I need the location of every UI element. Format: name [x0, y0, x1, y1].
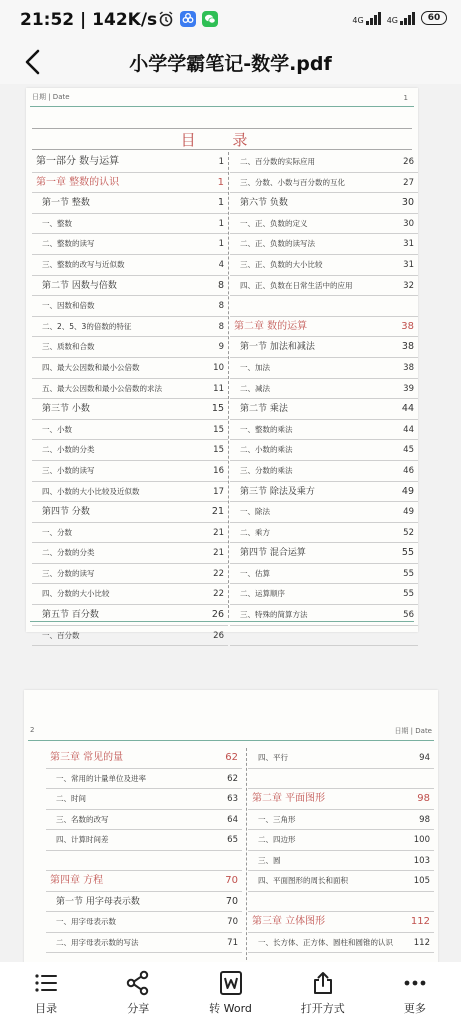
page-number: 1: [403, 94, 408, 102]
toc-entry-item[interactable]: [32, 482, 228, 503]
toc-entry-section[interactable]: [230, 193, 418, 214]
toc-entry-page: 94: [419, 753, 430, 763]
toc-entry-page: 30: [401, 197, 414, 209]
toc-entry-page: 103: [413, 855, 430, 866]
toc-entry-item[interactable]: [46, 810, 242, 831]
toc-entry-title: 四、最大公因数和最小公倍数: [42, 362, 140, 372]
toc-entry-item[interactable]: [248, 933, 434, 954]
toc-entry-item[interactable]: [230, 255, 418, 276]
toc-entry-title: 四、计算时间差: [56, 835, 109, 844]
toc-entry-title: 三、名数的改写: [56, 814, 109, 824]
toc-entry-page: 63: [227, 794, 238, 804]
toc-entry-title: 二、2、5、3的倍数的特征: [42, 321, 132, 331]
toc-entry-title: 二、运算顺序: [240, 589, 285, 599]
toc-entry-item[interactable]: [248, 810, 434, 831]
more-icon: [402, 970, 428, 996]
toc-entry-item[interactable]: [32, 584, 228, 605]
toc-entry-page: 44: [401, 403, 414, 415]
toc-entry-page: 21: [213, 527, 224, 538]
toc-entry-title: 三、特殊的简算方法: [240, 610, 308, 620]
toc-entry-page: 26: [213, 630, 224, 641]
toc-entry-page: 98: [417, 793, 430, 804]
toc-entry-item[interactable]: [46, 769, 242, 790]
toc-entry-item[interactable]: [230, 420, 418, 441]
toc-entry-item[interactable]: [32, 626, 228, 647]
toc-entry-item[interactable]: [32, 440, 228, 461]
toc-entry-page: 11: [213, 383, 224, 394]
toc-entry-page: 70: [227, 917, 238, 927]
toc-entry-page: 1: [217, 197, 224, 209]
toc-entry-title: 三、正、负数的大小比较: [240, 259, 323, 269]
toc-entry-title: 第一节 用字母表示数: [56, 896, 140, 907]
toc-entry-title: 一、百分数: [42, 630, 80, 640]
open-with-button[interactable]: 打开方式: [277, 962, 369, 1024]
toc-entry-title: 第三节 小数: [42, 404, 90, 415]
toc-entry-item[interactable]: [230, 523, 418, 544]
toc-entry-item[interactable]: [46, 830, 242, 851]
toc-entry-page: 8: [217, 279, 224, 291]
toc-entry-title: 四、小数的大小比较及近似数: [42, 486, 140, 496]
toc-entry-page: 15: [213, 445, 224, 456]
toc-entry-title: 第二章 平面图形: [252, 793, 326, 804]
toc-entry-item[interactable]: [230, 605, 418, 626]
toc-entry-page: 100: [413, 835, 430, 845]
toc-entry-section[interactable]: [230, 482, 418, 503]
toc-title: 目 录: [32, 128, 412, 150]
toc-entry-page: 39: [403, 383, 414, 394]
toc-entry-item[interactable]: [230, 564, 418, 585]
list-icon: [33, 970, 59, 996]
pdf-viewer[interactable]: [0, 84, 461, 962]
toc-entry-item[interactable]: [32, 214, 228, 235]
toc-entry-page: 38: [401, 320, 414, 332]
toc-entry-page: 52: [403, 527, 414, 538]
share-icon: [125, 970, 151, 996]
toc-entry-title: 三、圆: [258, 855, 281, 865]
toc-entry-title: 一、三角形: [258, 814, 296, 824]
toc-entry-item[interactable]: [32, 317, 228, 338]
toc-entry-page: 70: [225, 895, 238, 907]
toc-entry-page: 38: [403, 362, 414, 373]
app-notification-icon: [180, 11, 196, 27]
toc-entry-page: 46: [403, 465, 414, 476]
toc-entry-item[interactable]: [230, 358, 418, 379]
toc-entry-item[interactable]: [230, 502, 418, 523]
toc-entry-title: 二、时间: [56, 794, 86, 803]
toc-entry-title: 一、估算: [240, 568, 270, 578]
toc-entry-item[interactable]: [230, 461, 418, 482]
toc-entry-section[interactable]: [32, 605, 228, 626]
toc-entry-title: 一、正、负数的定义: [240, 218, 308, 228]
pdf-page-1[interactable]: [26, 88, 418, 641]
toc-entry-title: 一、整数的乘法: [240, 424, 293, 434]
toc-entry-page: 55: [403, 568, 414, 579]
toc-entry-chapter[interactable]: [248, 789, 434, 810]
toc-entry-title: 三、分数、小数与百分数的互化: [240, 177, 345, 187]
toc-button[interactable]: 目录: [0, 962, 92, 1024]
toc-entry-item[interactable]: [230, 173, 418, 194]
toc-entry-item[interactable]: [46, 789, 242, 810]
toc-entry-chapter[interactable]: [46, 871, 242, 892]
share-button[interactable]: 分享: [92, 962, 184, 1024]
toc-entry-title: 二、分数的分类: [42, 548, 95, 558]
toc-entry-title: 一、用字母表示数: [56, 917, 116, 926]
toc-entry-page: 32: [403, 280, 414, 291]
toc-entry-page: 38: [401, 341, 414, 353]
toc-entry-blank: [248, 769, 434, 790]
signal-2: 4G: [387, 11, 415, 25]
toc-entry-title: 四、正、负数在日常生活中的应用: [240, 280, 353, 290]
toc-entry-item[interactable]: [230, 152, 418, 173]
toc-entry-title: 一、长方体、正方体、圆柱和圆锥的认识: [258, 937, 393, 947]
toc-entry-title: 第一章 整数的认识: [36, 176, 120, 188]
toc-entry-page: 49: [401, 485, 414, 497]
word-icon: [218, 970, 244, 996]
toc-entry-title: 第二节 因数与倍数: [42, 280, 117, 291]
toc-entry-page: 10: [213, 362, 224, 373]
convert-word-button[interactable]: 转 Word: [184, 962, 276, 1024]
toc-entry-item[interactable]: [46, 933, 242, 954]
toc-entry-title: 三、小数的读写: [42, 465, 95, 475]
toc-entry-page: 70: [225, 875, 238, 886]
toc-entry-title: 第四章 方程: [50, 875, 104, 886]
toc-entry-page: 44: [403, 424, 414, 435]
toc-entry-item[interactable]: [230, 214, 418, 235]
toc-entry-chapter[interactable]: [32, 173, 228, 194]
toc-entry-title: 五、最大公因数和最小公倍数的求法: [42, 383, 162, 393]
toc-entry-page: 8: [218, 321, 224, 332]
toc-entry-item[interactable]: [32, 296, 228, 317]
signal-1: 4G: [352, 11, 380, 25]
toc-entry-page: 112: [410, 916, 430, 927]
toc-entry-page: 21: [211, 506, 224, 518]
toc-entry-page: 1: [218, 157, 224, 167]
toc-entry-page: 98: [419, 814, 430, 825]
toc-entry-section[interactable]: [32, 399, 228, 420]
toc-entry-section[interactable]: [230, 337, 418, 358]
toc-entry-blank: [230, 296, 418, 317]
wechat-icon: [202, 11, 218, 27]
toc-entry-page: 15: [213, 424, 224, 435]
toc-entry-page: 112: [413, 937, 430, 948]
toc-entry-page: 55: [403, 589, 414, 600]
toc-entry-page: 45: [403, 445, 414, 456]
page-date-label: 日期 | Date: [32, 93, 70, 101]
toc-entry-title: 三、质数和合数: [42, 342, 95, 352]
toc-entry-title: 第四节 混合运算: [240, 548, 306, 559]
toc-entry-page: 22: [213, 589, 224, 600]
toc-entry-page: 49: [403, 507, 414, 518]
toc-entry-title: 第三章 常见的量: [50, 752, 124, 763]
toc-right-column: [230, 152, 418, 646]
toc-entry-item[interactable]: [32, 337, 228, 358]
toc-entry-section[interactable]: [32, 276, 228, 297]
toc-entry-title: 二、用字母表示数的写法: [56, 937, 139, 947]
toc-entry-item[interactable]: [230, 584, 418, 605]
toc-entry-title: 二、乘方: [240, 527, 270, 537]
toc-entry-item[interactable]: [230, 234, 418, 255]
toc-entry-page: 17: [213, 486, 224, 497]
toc-entry-title: 一、小数: [42, 424, 72, 434]
toc-left-column: [32, 152, 228, 646]
toc-left-column: [46, 748, 242, 953]
toc-entry-page: 27: [403, 177, 414, 188]
toc-entry-page: 56: [403, 610, 414, 621]
toc-entry-section[interactable]: [46, 892, 242, 913]
toc-entry-title: 二、减法: [240, 383, 270, 393]
toc-entry-blank: [46, 851, 242, 872]
toc-entry-title: 第二节 乘法: [240, 404, 288, 415]
toc-entry-title: 二、四边形: [258, 835, 296, 844]
toc-entry-page: 21: [213, 548, 224, 559]
toc-entry-chapter[interactable]: [230, 317, 418, 338]
toc-entry-page: 1: [217, 176, 224, 188]
toc-entry-item[interactable]: [32, 379, 228, 400]
toc-entry-item[interactable]: [230, 379, 418, 400]
toc-entry-item[interactable]: [32, 564, 228, 585]
toc-entry-chapter[interactable]: [248, 912, 434, 933]
toc-entry-title: 四、分数的大小比较: [42, 589, 110, 599]
toc-entry-section[interactable]: [230, 399, 418, 420]
toc-entry-page: 30: [403, 218, 414, 229]
toc-entry-title: 三、分数的读写: [42, 568, 95, 578]
toc-entry-item[interactable]: [230, 276, 418, 297]
toc-entry-item[interactable]: [248, 830, 434, 851]
toc-entry-section[interactable]: [230, 543, 418, 564]
toc-entry-page: 65: [227, 835, 238, 845]
toc-entry-title: 一、常用的计量单位及进率: [56, 773, 146, 783]
toc-entry-section[interactable]: [32, 193, 228, 214]
toc-entry-page: 105: [413, 876, 430, 886]
toc-entry-page: 62: [227, 773, 238, 784]
toc-entry-page: 31: [403, 239, 414, 250]
toc-entry-item[interactable]: [248, 748, 434, 769]
toc-entry-title: 二、小数的分类: [42, 445, 95, 455]
document-title: 小学学霸笔记-数学.pdf: [129, 53, 332, 75]
toc-entry-title: 二、整数的读写: [42, 239, 95, 249]
page-number: 2: [30, 726, 35, 734]
toc-entry-page: 26: [211, 609, 224, 621]
alarm-icon: [158, 11, 174, 27]
toc-entry-title: 一、除法: [240, 507, 270, 517]
toc-entry-page: 1: [218, 218, 224, 229]
toc-entry-item[interactable]: [32, 523, 228, 544]
toc-entry-title: 二、小数的乘法: [240, 445, 293, 455]
toc-entry-page: 16: [213, 465, 224, 476]
status-time: 21:52 | 142K/s: [20, 10, 158, 30]
toc-entry-title: 一、分数: [42, 527, 72, 537]
toc-entry-item[interactable]: [32, 234, 228, 255]
toc-entry-title: 第三章 立体图形: [252, 916, 326, 927]
toc-entry-page: 1: [218, 239, 224, 250]
toc-entry-page: 71: [227, 937, 238, 948]
toc-entry-title: 四、平行: [258, 753, 288, 762]
toc-entry-title: 三、整数的改写与近似数: [42, 259, 125, 269]
toc-entry-page: 62: [225, 752, 238, 763]
toc-entry-item[interactable]: [230, 440, 418, 461]
toc-entry-title: 三、分数的乘法: [240, 465, 293, 475]
toc-entry-page: 4: [218, 259, 224, 270]
toc-entry-page: 15: [211, 403, 224, 415]
toc-entry-title: 第六节 负数: [240, 198, 288, 209]
toc-entry-title: 第二章 数的运算: [234, 320, 308, 332]
toc-entry-title: 一、整数: [42, 218, 72, 228]
toc-entry-page: 55: [401, 547, 414, 559]
bottom-toolbar: [0, 962, 461, 1024]
toc-entry-page: 31: [403, 259, 414, 270]
toc-entry-item[interactable]: [32, 255, 228, 276]
toc-entry-title: 第一节 整数: [42, 198, 90, 209]
toc-entry-title: 一、因数和倍数: [42, 301, 95, 311]
toc-entry-blank: [230, 626, 418, 647]
title-bar: [0, 40, 461, 84]
toc-entry-section[interactable]: [32, 502, 228, 523]
more-button[interactable]: 更多: [369, 962, 461, 1024]
toc-entry-page: 22: [213, 568, 224, 579]
toc-entry-item[interactable]: [46, 912, 242, 933]
toc-right-column: [248, 748, 434, 953]
toc-entry-title: 第一部分 数与运算: [36, 156, 120, 167]
toc-entry-item[interactable]: [32, 543, 228, 564]
toc-entry-title: 一、加法: [240, 362, 270, 372]
pdf-page-2[interactable]: [24, 690, 438, 962]
toc-entry-part[interactable]: [32, 152, 228, 173]
page-date-label: 日期 | Date: [394, 727, 432, 735]
battery-indicator: 60: [421, 11, 447, 25]
toc-entry-title: 第三节 除法及乘方: [240, 486, 315, 497]
toc-entry-item[interactable]: [248, 871, 434, 892]
toc-entry-title: 第一节 加法和减法: [240, 342, 315, 353]
toc-entry-page: 8: [218, 301, 224, 312]
toc-entry-item[interactable]: [32, 420, 228, 441]
toc-entry-page: 26: [403, 157, 414, 167]
toc-entry-title: 二、正、负数的读写法: [240, 239, 315, 249]
toc-entry-title: 第五节 百分数: [42, 610, 99, 621]
toc-entry-item[interactable]: [32, 358, 228, 379]
toc-entry-item[interactable]: [32, 461, 228, 482]
toc-entry-title: 第四节 分数: [42, 507, 90, 518]
toc-entry-chapter[interactable]: [46, 748, 242, 769]
toc-entry-title: 四、平面图形的周长和面积: [258, 876, 348, 885]
toc-entry-title: 二、百分数的实际应用: [240, 157, 315, 166]
toc-entry-blank: [248, 892, 434, 913]
toc-entry-item[interactable]: [248, 851, 434, 872]
toc-entry-page: 9: [218, 342, 224, 353]
open-with-icon: [310, 970, 336, 996]
status-bar: [0, 0, 461, 40]
toc-entry-page: 64: [227, 814, 238, 825]
